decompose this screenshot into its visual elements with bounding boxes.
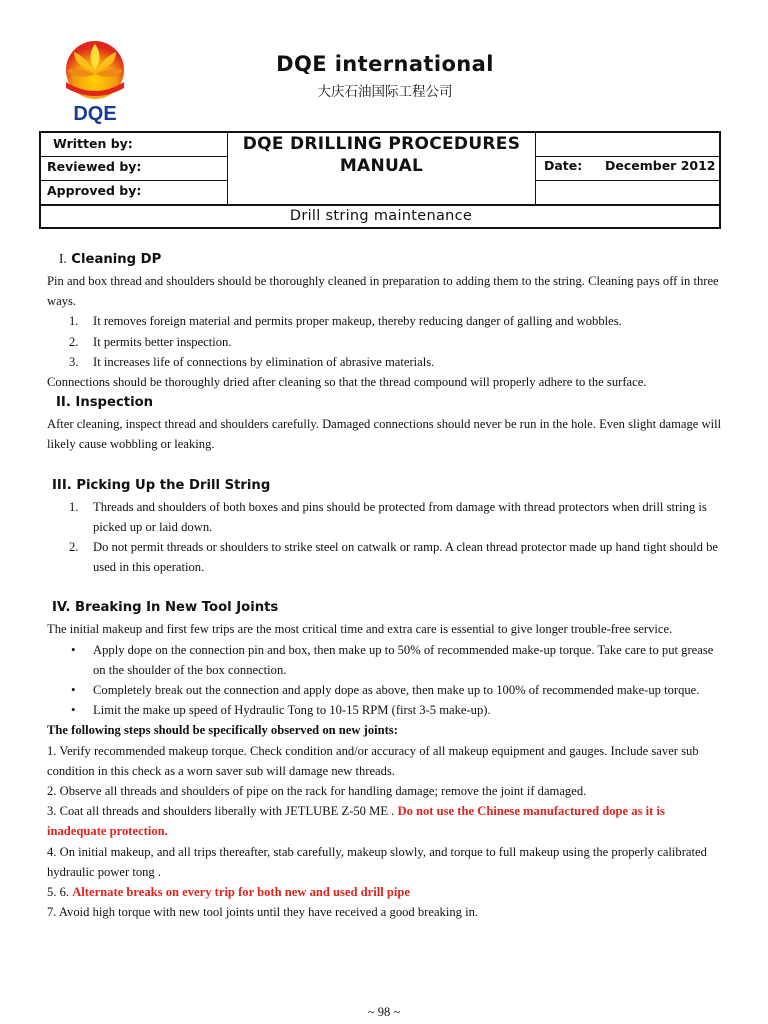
list-item: 2. It permits better inspection. — [69, 334, 232, 349]
step-3 — [47, 801, 727, 841]
step-4: 4. On initial makeup, and all trips thereafter, stab carefully, makeup slowly, and torque to full makeup using the properly calibrated hydraulic power tong . — [47, 844, 707, 879]
step-1: 1. Verify recommended makeup torque. Check condition and/or accuracy of all makeup equipment and gauges. Include saver sub condition in this check as a worn saver sub will damage new threads. — [47, 743, 699, 778]
step-7: 7. Avoid high torque with new tool joints until they have received a good breaking in. — [47, 905, 479, 920]
bullet-list — [47, 640, 727, 721]
list-item: 1. It removes foreign material and permits proper makeup, thereby reducing danger of galling and wobbles. — [69, 314, 622, 329]
approved-by-label: Approved by: — [47, 183, 142, 198]
step-5-6 — [47, 882, 727, 902]
step-5-6-warning: Alternate breaks on every trip for both new and used drill pipe — [72, 885, 411, 900]
manual-title — [228, 133, 535, 177]
document-control-table — [39, 131, 721, 229]
step-2: 2. Observe all threads and shoulders of pipe on the rack for handling damage; remove the joint if damaged. — [47, 784, 587, 799]
list-item: • Apply dope on the connection pin and box, then make up to 50% of recommended make-up torque. Take care to put grease on the shoulder of the box connection. — [71, 642, 714, 677]
document-topic: Drill string maintenance — [289, 208, 473, 224]
list-item: • Limit the make up speed of Hydraulic Tong to 10-15 RPM (first 3-5 make-up). — [71, 703, 491, 718]
list-item: 1. Threads and shoulders of both boxes and pins should be protected from damage with thread protectors when drill string is picked up or laid down. — [69, 499, 707, 534]
company-header — [230, 52, 540, 100]
step-3-warning: Do not use the Chinese manufactured dope as it is inadequate protection. — [47, 804, 665, 839]
list-item: • Completely break out the connection and apply dope as above, then make up to 100% of recommended make-up torque. — [71, 683, 700, 698]
written-by-label: Written by: — [53, 136, 133, 151]
company-name-chinese: 大庆石油国际工程公司 — [317, 84, 453, 100]
section-heading-cleaning — [47, 248, 727, 271]
section-heading-breaking-in: IV. Breaking In New Tool Joints — [52, 600, 279, 616]
date-field — [536, 155, 721, 179]
logo-wordmark: DQE — [73, 103, 117, 124]
section-heading-inspection: II. Inspection — [56, 395, 154, 411]
steps-heading: The following steps should be specifically observed on new joints: — [47, 723, 398, 738]
section-title: Cleaning DP — [71, 252, 162, 267]
company-name: DQE international — [276, 52, 494, 76]
section-heading-picking-up: III. Picking Up the Drill String — [52, 477, 271, 493]
paragraph: The initial makeup and first few trips are the most critical time and extra care is essential to give longer trouble-free service. — [47, 622, 673, 637]
manual-title-line1: DQE DRILLING PROCEDURES — [242, 134, 521, 154]
page-number: ~ 98 ~ — [367, 1005, 401, 1019]
petal-emblem-icon — [58, 38, 132, 124]
step-3-text: 3. Coat all threads and shoulders liberally with JETLUBE Z-50 ME . — [47, 804, 398, 819]
list-item: 2. Do not permit threads or shoulders to strike steel on catwalk or ramp. A clean thread protector made up hand tight should be used in this operation. — [69, 540, 718, 575]
manual-title-line2: MANUAL — [339, 156, 424, 176]
section-number: I. — [59, 251, 67, 266]
paragraph: Pin and box thread and shoulders should be thoroughly cleaned in preparation to adding them to the string. Cleaning pays off in three ways. — [47, 274, 719, 309]
reviewed-by-label: Reviewed by: — [47, 159, 142, 174]
list-item: 3. It increases life of connections by elimination of abrasive materials. — [69, 354, 435, 369]
dqe-logo — [58, 38, 132, 124]
numbered-list — [47, 311, 727, 372]
paragraph: After cleaning, inspect thread and shoulders carefully. Damaged connections should never be run in the hole. Even slight damage will likely cause wobbling or leaking. — [47, 417, 722, 452]
procedure-body — [47, 248, 727, 922]
date-label: Date: — [544, 158, 583, 173]
step-5-6-number: 5. 6. — [47, 885, 73, 900]
numbered-list — [47, 497, 727, 578]
date-value: December 2012 — [604, 158, 716, 173]
paragraph: Connections should be thoroughly dried after cleaning so that the thread compound will properly adhere to the surface. — [47, 375, 647, 390]
